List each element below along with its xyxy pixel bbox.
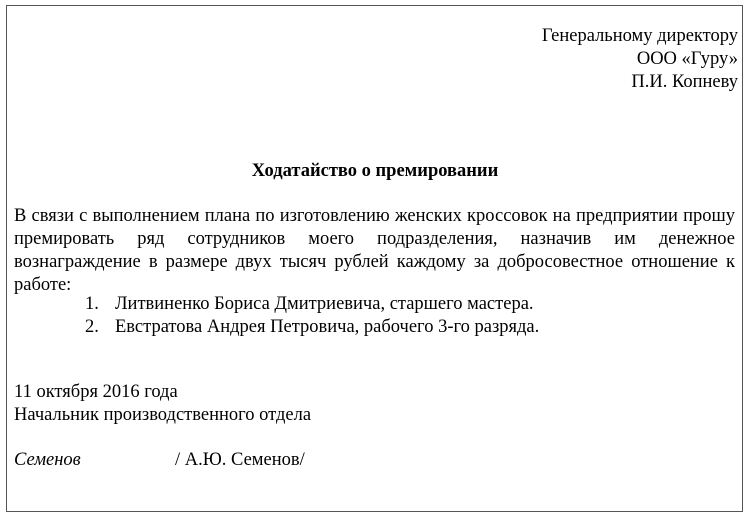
- list-item: [85, 293, 539, 316]
- document-title: Ходатайство о премировании: [251, 161, 499, 181]
- document-date: 11 октября 2016 года: [14, 382, 178, 402]
- list-item-number: 2.: [85, 317, 99, 337]
- list-item: [85, 316, 539, 339]
- addressee-block: [542, 25, 738, 94]
- employee-list: [85, 293, 539, 339]
- document-body: В связи с выполнением плана по изготовлению женских кроссовок на предприятии прошу премировать ряд сотрудников моего подразделения, назначив им денежное вознаграждение в размере двух тысяч рублей каждому за добросовестное отношение к работе:: [14, 206, 735, 295]
- addressee-name: П.И. Копневу: [631, 72, 738, 92]
- signer-position: Начальник производственного отдела: [14, 405, 312, 425]
- addressee-company: ООО «Гуру»: [636, 49, 738, 69]
- signer-name: / А.Ю. Семенов/: [175, 450, 305, 470]
- signature: Семенов: [14, 450, 81, 470]
- list-item-text: Литвиненко Бориса Дмитриевича, старшего мастера.: [115, 294, 534, 314]
- list-item-number: 1.: [85, 294, 99, 314]
- list-item-text: Евстратова Андрея Петровича, рабочего 3-го разряда.: [115, 317, 540, 337]
- addressee-position: Генеральному директору: [541, 26, 738, 46]
